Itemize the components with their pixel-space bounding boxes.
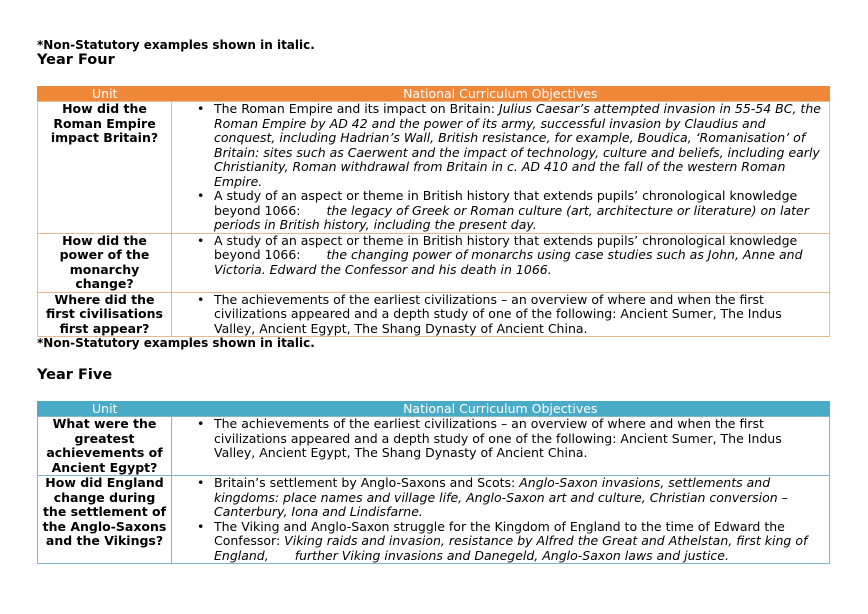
non-statutory-note-middle: *Non-Statutory examples shown in italic. [37, 336, 315, 350]
bullet-icon: • [197, 232, 205, 248]
objectives-cell [172, 476, 830, 564]
table-header-row [38, 87, 830, 102]
objective-text: The Roman Empire and its impact on Britain: [214, 101, 499, 116]
bullet-icon: • [197, 188, 205, 203]
objective-item [197, 518, 825, 564]
objectives-cell [172, 102, 830, 234]
unit-cell: How did England change during the settlement of the Anglo-Saxons and the Vikings? [38, 476, 172, 564]
example-text: Viking raids and invasion, resistance by Alfred the Great and Athelstan, first king of England, [214, 533, 808, 563]
bullet-icon: • [197, 101, 205, 116]
objective-text: The achievements of the earliest civilizations – an overview of where and when the first civilizations appeared and a depth study of one of the following: Ancient Sumer, The Indus Valley, Ancient Egypt, The Shang Dynasty of Ancient China. [214, 291, 782, 336]
table-row [38, 417, 830, 476]
unit-cell: How did the power of the monarchy change? [38, 233, 172, 292]
bullet-icon: • [197, 291, 205, 307]
objective-item [197, 416, 825, 461]
objectives-column-header: National Curriculum Objectives [172, 87, 830, 102]
year-four-heading: Year Four [37, 52, 115, 68]
unit-cell: How did the Roman Empire impact Britain? [38, 102, 172, 234]
table-row [38, 476, 830, 564]
unit-cell: What were the greatest achievements of Ancient Egypt? [38, 417, 172, 476]
objective-item [197, 101, 825, 189]
unit-column-header: Unit [38, 87, 172, 102]
table-header-row [38, 402, 830, 417]
non-statutory-note-top: *Non-Statutory examples shown in italic. [37, 38, 315, 52]
objectives-cell [172, 233, 830, 292]
objective-text: A study of an aspect or theme in British history that extends pupils’ chronological knowledge beyond 1066: [214, 188, 798, 218]
objective-item [197, 188, 825, 233]
example-text: Anglo-Saxon invasions, settlements and kingdoms: place names and village life, Anglo-Saxon art and culture, Christian conversion – Canterbury, Iona and Lindisfarne. [214, 475, 788, 519]
objective-text: A study of an aspect or theme in British history that extends pupils’ chronological knowledge beyond 1066: [214, 232, 798, 262]
year-five-heading: Year Five [37, 367, 113, 383]
example-text: further Viking invasions and Danegeld, Anglo-Saxon laws and justice. [294, 547, 729, 563]
objective-text: The Viking and Anglo-Saxon struggle for the Kingdom of England to the time of Edward the Confessor: [214, 518, 785, 548]
bullet-icon: • [197, 518, 205, 534]
example-text: Julius Caesar’s attempted invasion in 55-54 BC, the Roman Empire by AD 42 and the power of its army, successful invasion by Claudius and conquest, including Hadrian’s Wall, British resistance, for example, Boudica, ‘Romanisation’ of Britain: sites such as Caerwent and the impact of technology, culture and beliefs, including early Christianity, Roman withdrawal from Britain in c. AD 410 and the fall of the western Roman Empire. [214, 101, 821, 189]
table-row [38, 233, 830, 292]
bullet-icon: • [197, 475, 205, 490]
objective-text: Britain’s settlement by Anglo-Saxons and Scots: [214, 475, 520, 490]
year-four-table [37, 86, 830, 337]
objectives-cell [172, 417, 830, 476]
objectives-cell [172, 292, 830, 337]
table-row [38, 292, 830, 337]
year-five-table [37, 401, 830, 564]
objective-item [197, 475, 825, 520]
example-text: the legacy of Greek or Roman culture (art, architecture or literature) on later periods in British history, including the present day. [214, 202, 809, 232]
unit-column-header: Unit [38, 402, 172, 417]
unit-cell: Where did the first civilisations first appear? [38, 292, 172, 337]
objective-text: The achievements of the earliest civilizations – an overview of where and when the first civilizations appeared and a depth study of one of the following: Ancient Sumer, The Indus Valley, Ancient Egypt, The Shang Dynasty of Ancient China. [214, 416, 782, 460]
objective-item [197, 232, 825, 278]
objective-item [197, 291, 825, 337]
table-row [38, 102, 830, 234]
example-text: the changing power of monarchs using case studies such as John, Anne and Victoria. Edward the Confessor and his death in 1066. [214, 247, 803, 277]
bullet-icon: • [197, 416, 205, 431]
objectives-column-header: National Curriculum Objectives [172, 402, 830, 417]
